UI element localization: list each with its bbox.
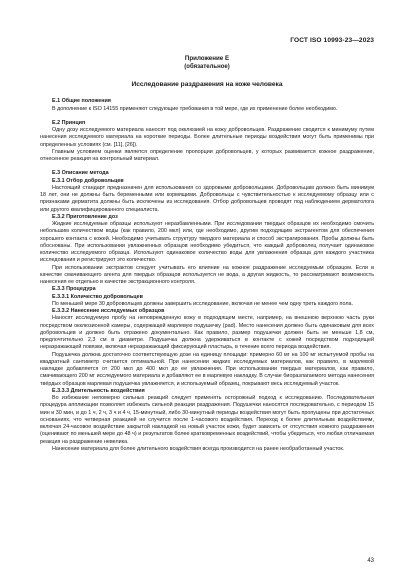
paragraph: Нанесение материала для более длительного воздействия всегда производится на ранее необработанный участок. [52, 445, 345, 452]
paragraph: В дополнение к ISO 14155 применяют следующие требования в той мере, где их применение более необходимо. [52, 105, 338, 112]
paragraph: Жидкие исследуемые образцы используют неразбавленными. При исследовании твердых образцов их необходимо смочить небольшим количеством воды (как правило, 200 мкл) или, где необходимо, другим подходящим экстрагентом для обеспечения хорошего контакта с кожей. Необходимо учитывать структуру твердого материала и способ экстрагирования. Пробы должны быть обоснованы. При использовании увлажненных образцов необходимо убедиться, что каждый доброволец получает одинаковое количество исследуемого образца. Используют одинаковое количество воды для увлажнения образца для каждого участника исследования и регистрируют это количество. [40, 221, 374, 264]
document-body [40, 98, 374, 453]
section-heading: Е.1 Общие положения [52, 98, 111, 105]
paragraph: Подушечка должна достаточно соответствующую дозе на единицу площади: примерно 60 мг на 100 мг испытуемой пробы на квадратный сантиметр считается оптимальной. При нанесении жидких исследуемых материалов, как правило, в марлевой накладке добавляется от 200 мкл до 400 мкл до ее увлажнения. При использовании твердых материалов, как правило, смачивающего 200 мг исследуемого материала и добавляют ее в марлевую накладку. В случае биоразлагаемого метода нанесения твёрдых образцов марлевая подушечка увлажняется, и используемый образец, покрывают весь исследуемый участок. [40, 351, 374, 387]
paragraph: Одну дозу исследуемого материала наносят под окклюзией на кожу добровольцев. Раздражение сводится к минимуму путем нанесения исследуемого материала на короткие периоды. Более длительные периоды воздействия могут быть применимы при определенных условиях (см. [11], [26]). [40, 127, 374, 148]
standard-header: ГОСТ ISO 10993-23—2023 [290, 37, 374, 44]
appendix-heading: Исследование раздражения на коже человека [131, 81, 283, 88]
subsubsection-heading: Е.3.3.3 Длительность воздействия [52, 387, 145, 394]
subsubsection-heading: Е.3.3.1 Количество добровольцев [52, 293, 143, 300]
subsubsection-heading: Е.3.3.2 Нанесение исследуемых образцов [52, 308, 165, 314]
paragraph: Во избежание непомерно сильных реакций следует применять осторожный подход к исследованию. Последовательная процедура аппликации позволяет избежать сильной реакции раздражения. Подушечки наносятся последовательно, с периодом 15 мин и 30 мин, и до 1 ч, 2 ч, 3 ч и 4 ч, 15-минутный, либо 30-минутный периоды воздействия могут быть пропущены при достаточных основаниях, что четверная реакцией не случится после 1-часового воздействия. Переход к более длительным воздействиям, включая 24-часовое воздействие закрытой накладкой на новый участок кожи, будет зависеть от отсутствия кожного раздражения (оценивают по меньшей мере до 48 ч) и результатов более кратковременных воздействий, чтобы убедиться, что любая отличаемая реакция на раздражение невелика. [40, 395, 374, 445]
appendix-title: Приложение Е [184, 55, 230, 62]
paragraph: При использовании экстрактов следует учитывать его влияние на кожное раздражение исследуемым образцом. Если в качестве смачивающего агента для твердых образцов используется не вода, а другая жидкость, то рассматривают возможность нанесения ее отдельно в качестве экстракционного контроля. [40, 264, 374, 285]
paragraph: Настоящий стандарт предназначен для использования со здоровыми добровольцами. Добровольцам должно быть минимум 18 лет, они не должны быть беременными или кормящими. Добровольцы с чувствительностью к исследуемому образцу или с признаками дерматита должны быть исключены из исследования. Отбор добровольцев проводят под наблюдением дерматолога или другого квалифицированного специалиста. [40, 184, 374, 213]
subsection-heading: Е.3.2 Приготовление доз [52, 213, 118, 220]
appendix-subtitle: (обязательное) [184, 64, 230, 70]
paragraph: Главным условием оценки является определение пропорции добровольцев, у которых развивается кожное раздражение, отнесенное реакция на контрольный материал. [40, 148, 374, 162]
paragraph: Наносят исследуемую пробу на неповрежденную кожу в подходящем месте, например, на внешнюю верхнюю часть руки посредством окклюзионной камеры, содержащей марлевую подушечку (pad). Место нанесения должно быть одинаковым для всех добровольцев и должно быть отражено документально. Как правило, размер подушечки должен быть не меньше 1,8 см, предпочтительно 2,3 см в диаметре. Подушечка должна удерживаться в контакте с кожей посредством подходящей неразражающей повязки, включая неразражающий фиксирующий пластырь, в течение всего периода воздействия. [40, 315, 374, 351]
paragraph: По меньшей мере 30 добровольцев должны завершить исследование, включая не менее чем одну треть каждого пола. [52, 300, 353, 307]
subsection-heading: Е.3.1 Отбор добровольцев [52, 177, 124, 184]
page-number: 43 [367, 558, 374, 564]
subsection-heading: Е.3.3 Процедура [52, 286, 96, 293]
section-heading: Е.2 Принцип [52, 119, 86, 126]
section-heading: Е.3 Описание метода [52, 170, 109, 177]
